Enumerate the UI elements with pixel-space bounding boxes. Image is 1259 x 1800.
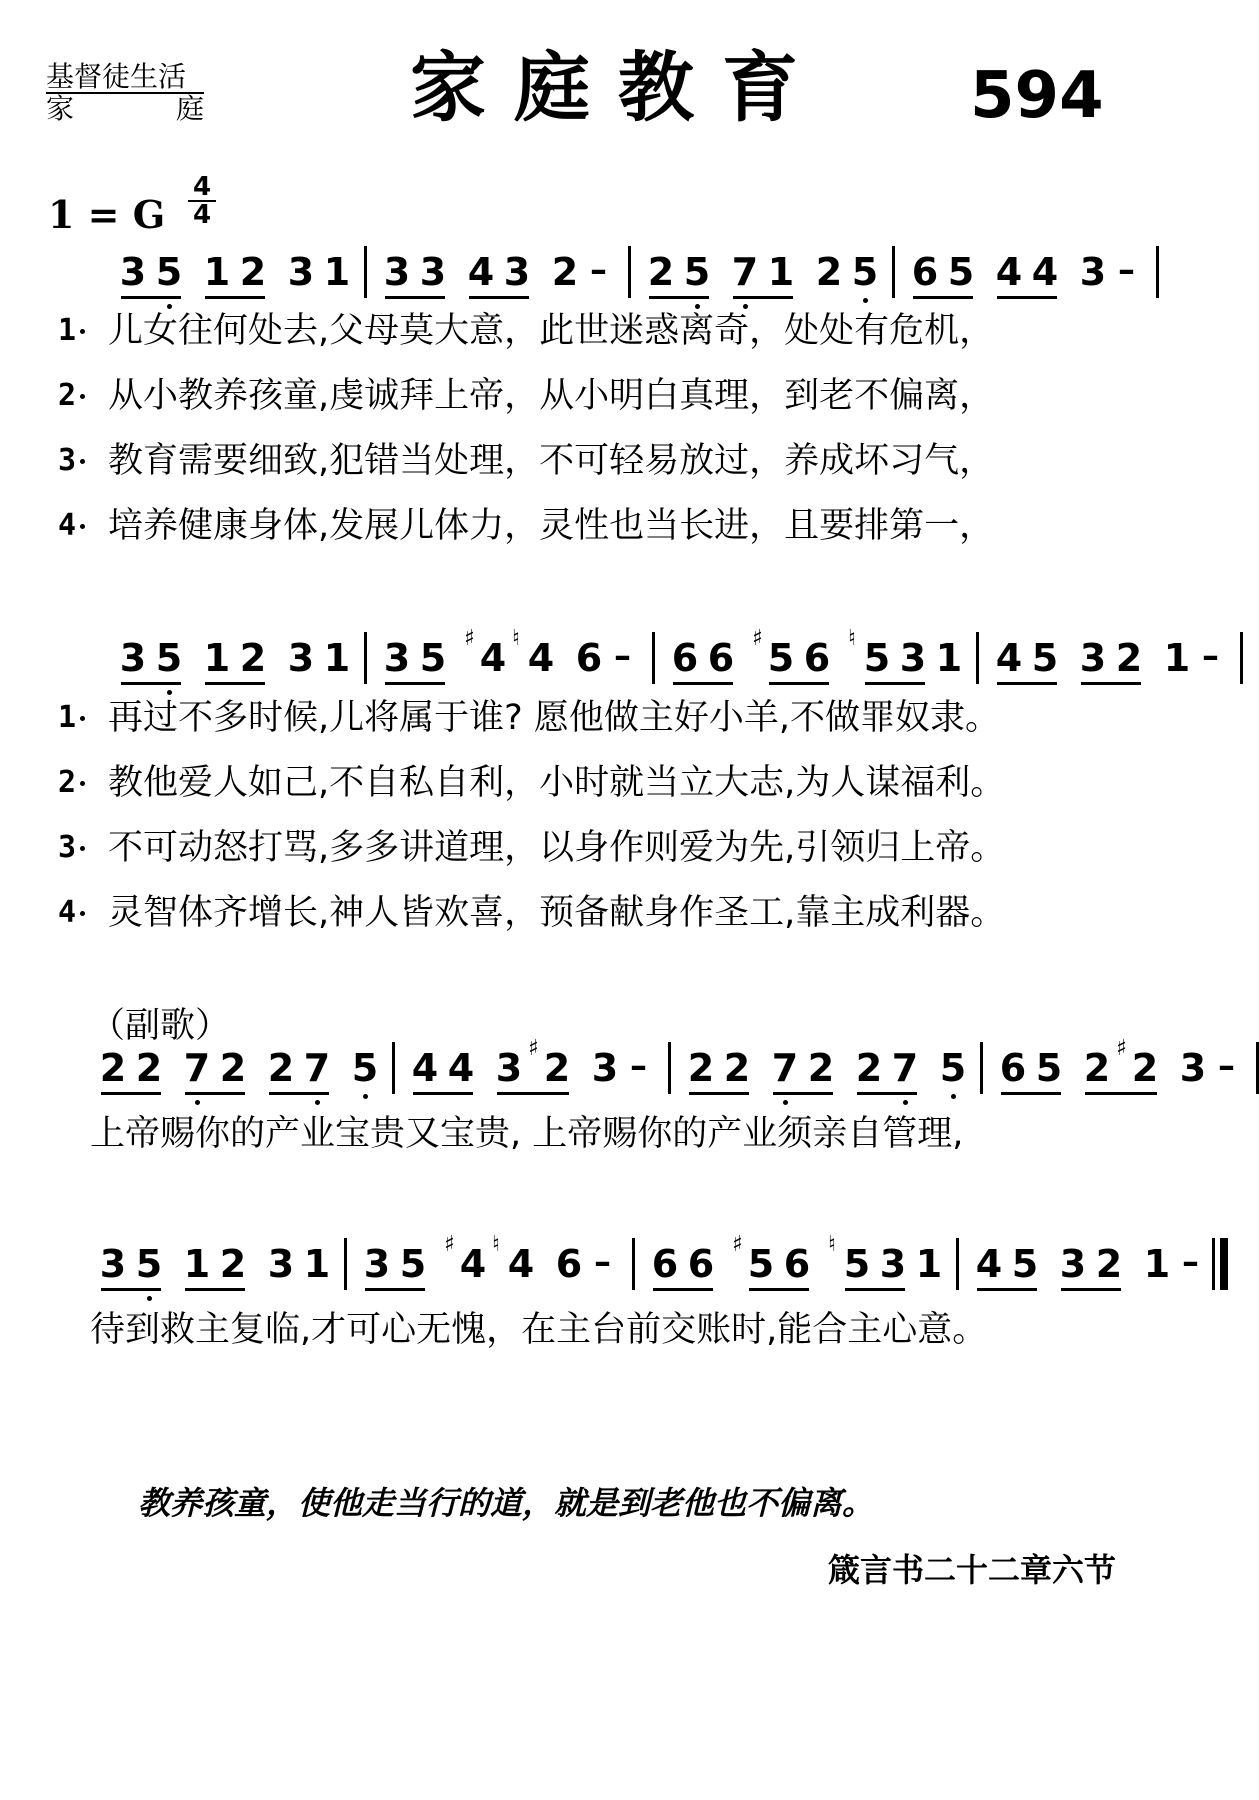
note: 1 [303, 1242, 331, 1286]
note: 6 [707, 636, 735, 680]
verse-dot [80, 781, 85, 786]
octave-dot-low [783, 1100, 788, 1105]
note: 5 [747, 1242, 775, 1286]
note: 4 [479, 636, 507, 680]
note: 3 [287, 250, 315, 294]
time-signature [188, 172, 216, 230]
note: 4 [411, 1046, 439, 1090]
category-sub [46, 94, 204, 124]
note: 3 [1079, 250, 1107, 294]
beam-line [673, 682, 733, 685]
note: 1 [183, 1242, 211, 1286]
note: 5 [419, 636, 447, 680]
note: 1 [203, 636, 231, 680]
note: 7 [183, 1046, 211, 1090]
note: 6 [671, 636, 699, 680]
beam-line [121, 682, 181, 685]
sustain-dash: – [630, 1046, 647, 1086]
bar-line [364, 632, 367, 684]
verse-dot [80, 911, 85, 916]
note: 5 [155, 250, 183, 294]
time-signature-bottom: 4 [192, 200, 212, 230]
lyric-text: 教育需要细致,犯错当处理，不可轻易放过，养成坏习气， [108, 441, 995, 481]
note: 6 [555, 1242, 583, 1286]
beam-line [773, 1092, 833, 1095]
note: 3 [879, 1242, 907, 1286]
notation-staff-final [0, 1232, 1200, 1310]
hymn-title: 家庭教育 [410, 43, 826, 132]
verse-number: 3 [58, 443, 77, 478]
note: 3 [503, 250, 531, 294]
sharp-sign: ♯ [752, 626, 763, 651]
beam-line [733, 296, 793, 299]
lyric-text: 教他爱人如己,不自私自利，小时就当立大志,为人谋福利。 [108, 763, 1006, 803]
note: 2 [1131, 1046, 1159, 1090]
sustain-dash: – [590, 250, 607, 290]
note: 5 [843, 1242, 871, 1286]
note: 2 [267, 1046, 295, 1090]
chorus-lyric-line-2: 待到救主复临,才可心无愧，在主台前交账时,能合主心意。 [90, 1310, 988, 1350]
sharp-sign: ♯ [1116, 1036, 1127, 1061]
note: 2 [219, 1046, 247, 1090]
verse-dot [80, 524, 85, 529]
note: 2 [723, 1046, 751, 1090]
verse-number: 4 [58, 508, 77, 543]
natural-sign: ♮ [492, 1232, 500, 1257]
bar-line [1156, 246, 1159, 298]
note: 1 [323, 250, 351, 294]
lyric-text: 灵智体齐增长,神人皆欢喜，预备献身作圣工,靠主成利器。 [108, 893, 1006, 933]
lyric-text: 不可动怒打骂,多多讲道理，以身作则爱为先,引领归上帝。 [108, 828, 1006, 868]
beam-line [649, 296, 709, 299]
octave-dot-low [863, 298, 868, 303]
beam-line [101, 1092, 161, 1095]
octave-dot-low [363, 1094, 368, 1099]
bar-line [976, 632, 979, 684]
beam-line [185, 1288, 245, 1291]
beam-line [205, 296, 265, 299]
note: 3 [1179, 1046, 1207, 1090]
time-signature-top: 4 [188, 176, 216, 202]
lyric-line [0, 438, 1200, 484]
lyric-line [0, 503, 1200, 549]
beam-line [1061, 1288, 1121, 1291]
note: 4 [975, 1242, 1003, 1286]
natural-sign: ♮ [848, 626, 856, 651]
note: 6 [575, 636, 603, 680]
verse-dot [80, 716, 85, 721]
note: 6 [803, 636, 831, 680]
note: 5 [683, 250, 711, 294]
note: 5 [947, 250, 975, 294]
bar-line [980, 1042, 983, 1094]
beam-line [749, 1288, 809, 1291]
bar-line [628, 246, 631, 298]
verse-number: 2 [58, 378, 77, 413]
note: 5 [939, 1046, 967, 1090]
note: 4 [527, 636, 555, 680]
lyric-line [0, 890, 1200, 936]
note: 4 [447, 1046, 475, 1090]
note: 3 [119, 636, 147, 680]
note: 2 [687, 1046, 715, 1090]
beam-line [365, 1288, 425, 1291]
verse-number: 1 [58, 700, 77, 735]
beam-line [1085, 1092, 1157, 1095]
verse-number: 1 [58, 313, 77, 348]
note: 4 [995, 636, 1023, 680]
bar-line [892, 246, 895, 298]
note: 1 [1163, 636, 1191, 680]
note: 5 [767, 636, 795, 680]
lyric-line [0, 695, 1200, 741]
beam-line [653, 1288, 713, 1291]
bar-line [652, 632, 655, 684]
lyric-line [0, 760, 1200, 806]
note: 1 [935, 636, 963, 680]
chorus-lyric-line-1: 上帝赐你的产业宝贵又宝贵, 上帝赐你的产业须亲自管理, [90, 1114, 964, 1154]
note: 5 [851, 250, 879, 294]
note: 7 [731, 250, 759, 294]
sustain-dash: – [594, 1242, 611, 1282]
note: 3 [287, 636, 315, 680]
note: 7 [891, 1046, 919, 1090]
beam-line [413, 1092, 473, 1095]
note: 6 [651, 1242, 679, 1286]
lyric-line [0, 825, 1200, 871]
note: 1 [767, 250, 795, 294]
lyric-text: 培养健康身体,发展儿体力，灵性也当长进，且要排第一， [108, 506, 995, 546]
beam-line [101, 1288, 161, 1291]
note: 2 [135, 1046, 163, 1090]
note: 5 [155, 636, 183, 680]
natural-sign: ♮ [512, 626, 520, 651]
note: 1 [915, 1242, 943, 1286]
verse-dot [80, 846, 85, 851]
category-sub-char: 家 [46, 92, 75, 125]
octave-dot-low [951, 1094, 956, 1099]
scripture-reference: 箴言书二十二章六节 [827, 1551, 1116, 1589]
note: 5 [1035, 1046, 1063, 1090]
sharp-sign: ♯ [444, 1232, 455, 1257]
bar-line [956, 1238, 959, 1290]
bar-line [364, 246, 367, 298]
beam-line [469, 296, 529, 299]
note: 6 [999, 1046, 1027, 1090]
scripture-verse: 教养孩童，使他走当行的道，就是到老他也不偏离。 [138, 1484, 875, 1522]
note: 3 [1079, 636, 1107, 680]
octave-dot-low [903, 1100, 908, 1105]
bar-line [668, 1042, 671, 1094]
bar-line [344, 1238, 347, 1290]
note: 3 [495, 1046, 523, 1090]
note: 2 [1095, 1242, 1123, 1286]
octave-dot-low [147, 1296, 152, 1301]
verse-dot [80, 394, 85, 399]
note: 1 [203, 250, 231, 294]
note: 2 [1083, 1046, 1111, 1090]
beam-line [1081, 682, 1141, 685]
note: 6 [687, 1242, 715, 1286]
note: 5 [135, 1242, 163, 1286]
notation-staff-chorus [0, 1036, 1235, 1114]
verse-number: 3 [58, 830, 77, 865]
beam-line [865, 682, 925, 685]
beam-line [385, 296, 445, 299]
note: 2 [815, 250, 843, 294]
sharp-sign: ♯ [528, 1036, 539, 1061]
note: 3 [899, 636, 927, 680]
note: 2 [1115, 636, 1143, 680]
lyric-text: 儿女往何处去,父母莫大意，此世迷惑离奇，处处有危机， [108, 311, 995, 351]
sustain-dash: – [1182, 1242, 1199, 1282]
note: 3 [1059, 1242, 1087, 1286]
note: 5 [1031, 636, 1059, 680]
beam-line [857, 1092, 917, 1095]
beam-line [997, 296, 1057, 299]
note: 7 [771, 1046, 799, 1090]
note: 4 [995, 250, 1023, 294]
sharp-sign: ♯ [464, 626, 475, 651]
note: 2 [99, 1046, 127, 1090]
note: 1 [323, 636, 351, 680]
note: 7 [303, 1046, 331, 1090]
note: 3 [267, 1242, 295, 1286]
bar-line [1240, 632, 1243, 684]
final-bar-line-thick [1222, 1238, 1228, 1290]
note: 2 [855, 1046, 883, 1090]
note: 2 [543, 1046, 571, 1090]
hymn-number: 594 [970, 59, 1104, 133]
note: 3 [363, 1242, 391, 1286]
beam-line [997, 682, 1057, 685]
note: 3 [99, 1242, 127, 1286]
beam-line [845, 1288, 905, 1291]
note: 2 [807, 1046, 835, 1090]
note: 2 [647, 250, 675, 294]
note: 3 [419, 250, 447, 294]
note: 5 [399, 1242, 427, 1286]
sustain-dash: – [614, 636, 631, 676]
octave-dot-low [315, 1100, 320, 1105]
beam-line [977, 1288, 1037, 1291]
note: 2 [239, 636, 267, 680]
note: 3 [383, 250, 411, 294]
bar-line [632, 1238, 635, 1290]
verse-number: 4 [58, 895, 77, 930]
bar-line [392, 1042, 395, 1094]
category-sub-char: 庭 [175, 92, 204, 125]
sustain-dash: – [1118, 250, 1135, 290]
verse-dot [80, 329, 85, 334]
note: 2 [239, 250, 267, 294]
beam-line [385, 682, 445, 685]
verse-number: 2 [58, 765, 77, 800]
note: 3 [383, 636, 411, 680]
verse-dot [80, 459, 85, 464]
hymn-category [46, 62, 204, 124]
beam-line [913, 296, 973, 299]
beam-line [185, 1092, 245, 1095]
beam-line [689, 1092, 749, 1095]
note: 5 [351, 1046, 379, 1090]
chorus-label: （副歌） [90, 1006, 231, 1046]
note: 5 [1011, 1242, 1039, 1286]
note: 6 [783, 1242, 811, 1286]
lyric-line [0, 308, 1200, 354]
note: 6 [911, 250, 939, 294]
beam-line [269, 1092, 329, 1095]
beam-line [121, 296, 181, 299]
beam-line [1001, 1092, 1061, 1095]
note: 3 [591, 1046, 619, 1090]
sustain-dash: – [1218, 1046, 1235, 1086]
note: 2 [551, 250, 579, 294]
key-signature: 1 = G [48, 192, 166, 237]
lyric-text: 从小教养孩童,虔诚拜上帝，从小明白真理，到老不偏离， [108, 376, 995, 416]
note: 4 [507, 1242, 535, 1286]
beam-line [497, 1092, 569, 1095]
sustain-dash: – [1202, 636, 1219, 676]
sharp-sign: ♯ [732, 1232, 743, 1257]
note: 5 [863, 636, 891, 680]
note: 4 [467, 250, 495, 294]
lyric-text: 再过不多时候,儿将属于谁? 愿他做主好小羊,不做罪奴隶。 [108, 698, 1000, 738]
note: 1 [1143, 1242, 1171, 1286]
final-bar-line [1212, 1238, 1215, 1290]
lyric-line [0, 373, 1200, 419]
beam-line [205, 682, 265, 685]
beam-line [769, 682, 829, 685]
note: 3 [119, 250, 147, 294]
note: 4 [1031, 250, 1059, 294]
natural-sign: ♮ [828, 1232, 836, 1257]
note: 4 [459, 1242, 487, 1286]
octave-dot-low [195, 1100, 200, 1105]
category-main: 基督徒生活 [46, 62, 204, 94]
note: 2 [219, 1242, 247, 1286]
